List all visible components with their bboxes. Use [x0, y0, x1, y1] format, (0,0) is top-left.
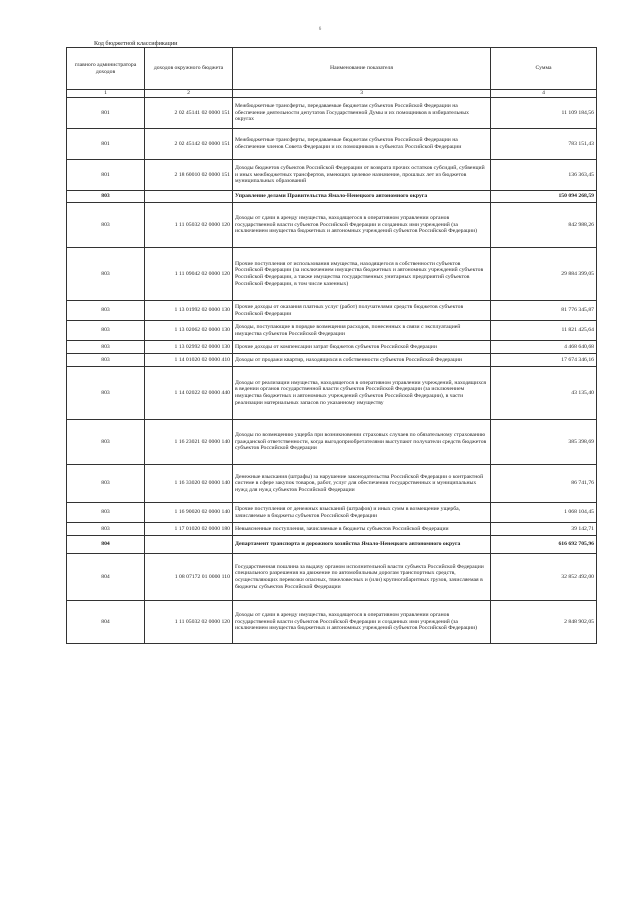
table-row: [67, 321, 597, 341]
indicator-name-cell: Денежные взыскания (штрафы) за нарушение законодательства Российской Федерации о контрактной системе в сфере закупок товаров, работ, услуг для обеспечения государственных и муниципальных нужд для нужд субъектов Российской Федерации: [233, 465, 491, 503]
page-number: 6: [318, 27, 322, 32]
budget-code-cell: 1 11 05032 02 0000 120: [145, 601, 233, 644]
indicator-name-cell: Управление делами Правительства Ямало-Ненецкого автономного округа: [233, 191, 491, 203]
table-row: [67, 129, 597, 160]
column-header-name: Наименование показателя: [233, 48, 491, 90]
budget-code-cell: 1 08 07172 01 0000 110: [145, 554, 233, 601]
indicator-name-cell: Доходы по возмещению ущерба при возникновении страховых случаев по обязательному страхованию гражданской ответственности, когда выгодоприобретателями выступают получатели средств бюджетов субъектов Российской Федерации: [233, 420, 491, 465]
table-row: [67, 554, 597, 601]
indicator-name-cell: Прочие поступления от денежных взысканий (штрафов) и иных сумм в возмещение ущерба, зачисляемые в бюджеты субъектов Российской Федерации: [233, 503, 491, 523]
indicator-name-cell: Прочие доходы от компенсации затрат бюджетов субъектов Российской Федерации: [233, 341, 491, 354]
column-header-code: доходов окружного бюджета: [145, 48, 233, 90]
table-row: [67, 203, 597, 248]
table-row: [67, 160, 597, 191]
table-body: [67, 98, 597, 644]
budget-code-cell: 1 16 33020 02 0000 140: [145, 465, 233, 503]
amount-cell: 150 094 268,59: [491, 191, 597, 203]
budget-code-cell: [145, 536, 233, 554]
admin-code-cell: 803: [67, 523, 145, 536]
budget-code-cell: 1 13 02992 02 0000 130: [145, 341, 233, 354]
column-number: 4: [491, 90, 597, 98]
indicator-name-cell: Государственная пошлина за выдачу органом исполнительной власти субъекта Российской Федерации специального разрешения на движение по автомобильным дорогам транспортных средств, осуществляющих перевозки опасных, тяжеловесных и (или) крупногабаритных грузов, зачисляемая в бюджеты субъектов Российской Федерации: [233, 554, 491, 601]
admin-code-cell: 803: [67, 354, 145, 367]
table-row: [67, 354, 597, 367]
amount-cell: 1 068 104,45: [491, 503, 597, 523]
budget-code-cell: [145, 191, 233, 203]
table-row: [67, 248, 597, 301]
admin-code-cell: 803: [67, 191, 145, 203]
table-row: [67, 523, 597, 536]
column-number: 3: [233, 90, 491, 98]
admin-code-cell: 803: [67, 420, 145, 465]
budget-code-cell: 1 11 09042 02 0000 120: [145, 248, 233, 301]
indicator-name-cell: Межбюджетные трансферты, передаваемые бюджетам субъектов Российской Федерации на обеспечение деятельности депутатов Государственной Думы и их помощников в избирательных округах: [233, 98, 491, 129]
table-row: [67, 503, 597, 523]
budget-code-cell: 1 16 90020 02 0000 140: [145, 503, 233, 523]
column-header-amount: Сумма: [491, 48, 597, 90]
admin-code-cell: 803: [67, 367, 145, 420]
table-row: [67, 98, 597, 129]
budget-code-cell: 1 11 05032 02 0000 120: [145, 203, 233, 248]
amount-cell: 11 109 184,56: [491, 98, 597, 129]
indicator-name-cell: Невыясненные поступления, зачисляемые в бюджеты субъектов Российской Федерации: [233, 523, 491, 536]
amount-cell: 2 848 902,05: [491, 601, 597, 644]
amount-cell: 385 398,69: [491, 420, 597, 465]
column-number: 1: [67, 90, 145, 98]
budget-code-cell: 1 13 02062 02 0000 130: [145, 321, 233, 341]
admin-code-cell: 803: [67, 203, 145, 248]
indicator-name-cell: Доходы от реализации имущества, находящегося в оперативном управлении учреждений, находящихся в ведении органов государственной власти субъектов Российской Федерации (за исключением имущества бюджетных и автономных учреждений субъектов Российской Федерации), в части реализации материальных запасов по указанному имуществу: [233, 367, 491, 420]
admin-code-cell: 804: [67, 536, 145, 554]
table-row: [67, 301, 597, 321]
table-row: [67, 341, 597, 354]
amount-cell: 136 363,45: [491, 160, 597, 191]
admin-code-cell: 803: [67, 301, 145, 321]
amount-cell: 86 741,76: [491, 465, 597, 503]
indicator-name-cell: Доходы бюджетов субъектов Российской Федерации от возврата прочих остатков субсидий, субвенций и иных межбюджетных трансфертов, имеющих целевое назначение, прошлых лет из бюджетов муниципальных образований: [233, 160, 491, 191]
revenue-table: [66, 47, 597, 644]
indicator-name-cell: Межбюджетные трансферты, передаваемые бюджетам субъектов Российской Федерации на обеспечение членов Совета Федерации и их помощников в субъектах Российской Федерации: [233, 129, 491, 160]
admin-code-cell: 803: [67, 341, 145, 354]
budget-code-cell: 1 13 01992 02 0000 130: [145, 301, 233, 321]
budget-code-cell: 2 02 45141 02 0000 151: [145, 98, 233, 129]
amount-cell: 616 692 705,96: [491, 536, 597, 554]
budget-code-cell: 1 17 01020 02 0000 180: [145, 523, 233, 536]
column-header-admin: главного администратора доходов: [67, 48, 145, 90]
amount-cell: 32 852 492,00: [491, 554, 597, 601]
admin-code-cell: 801: [67, 160, 145, 191]
table-row: [67, 367, 597, 420]
amount-cell: 11 821 425,64: [491, 321, 597, 341]
amount-cell: 81 776 345,87: [491, 301, 597, 321]
admin-code-cell: 803: [67, 248, 145, 301]
amount-cell: 29 884 399,05: [491, 248, 597, 301]
amount-cell: 842 988,26: [491, 203, 597, 248]
budget-code-cell: 1 14 02022 02 0000 440: [145, 367, 233, 420]
admin-code-cell: 801: [67, 129, 145, 160]
admin-code-cell: 804: [67, 554, 145, 601]
admin-code-cell: 804: [67, 601, 145, 644]
column-number-row: [67, 90, 597, 98]
indicator-name-cell: Доходы, поступающие в порядке возмещения расходов, понесенных в связи с эксплуатацией имущества субъектов Российской Федерации: [233, 321, 491, 341]
amount-cell: 43 135,40: [491, 367, 597, 420]
admin-code-cell: 801: [67, 98, 145, 129]
admin-code-cell: 803: [67, 321, 145, 341]
indicator-name-cell: Доходы от продажи квартир, находящихся в собственности субъектов Российской Федерации: [233, 354, 491, 367]
amount-cell: 17 674 346,16: [491, 354, 597, 367]
indicator-name-cell: Прочие поступления от использования имущества, находящегося в собственности субъектов Российской Федерации (за исключением имущества бюджетных и автономных учреждений субъектов Российской Федерации, а также имущества государственных унитарных предприятий субъектов Российской Федерации, в том числе казенных): [233, 248, 491, 301]
admin-code-cell: 803: [67, 465, 145, 503]
table-row: [67, 465, 597, 503]
table-row: [67, 191, 597, 203]
table-row: [67, 420, 597, 465]
indicator-name-cell: Доходы от сдачи в аренду имущества, находящегося в оперативном управлении органов государственной власти субъектов Российской Федерации и созданных ими учреждений (за исключением имущества бюджетных и автономных учреждений субъектов Российской Федерации): [233, 601, 491, 644]
budget-code-cell: 2 02 45142 02 0000 151: [145, 129, 233, 160]
indicator-name-cell: Прочие доходы от оказания платных услуг (работ) получателями средств бюджетов субъектов Российской Федерации: [233, 301, 491, 321]
indicator-name-cell: Доходы от сдачи в аренду имущества, находящегося в оперативном управлении органов государственной власти субъектов Российской Федерации и созданных ими учреждений (за исключением имущества бюджетных и автономных учреждений субъектов Российской Федерации): [233, 203, 491, 248]
column-number: 2: [145, 90, 233, 98]
indicator-name-cell: Департамент транспорта и дорожного хозяйства Ямало-Ненецкого автономного округа: [233, 536, 491, 554]
budget-classification-label: Код бюджетной классификации: [94, 40, 178, 47]
table-row: [67, 536, 597, 554]
budget-code-cell: 2 18 60010 02 0000 151: [145, 160, 233, 191]
admin-code-cell: 803: [67, 503, 145, 523]
budget-code-cell: 1 14 01020 02 0000 410: [145, 354, 233, 367]
amount-cell: 783 151,43: [491, 129, 597, 160]
budget-code-cell: 1 16 23021 02 0000 140: [145, 420, 233, 465]
amount-cell: 4 468 640,68: [491, 341, 597, 354]
amount-cell: 39 142,71: [491, 523, 597, 536]
table-row: [67, 601, 597, 644]
